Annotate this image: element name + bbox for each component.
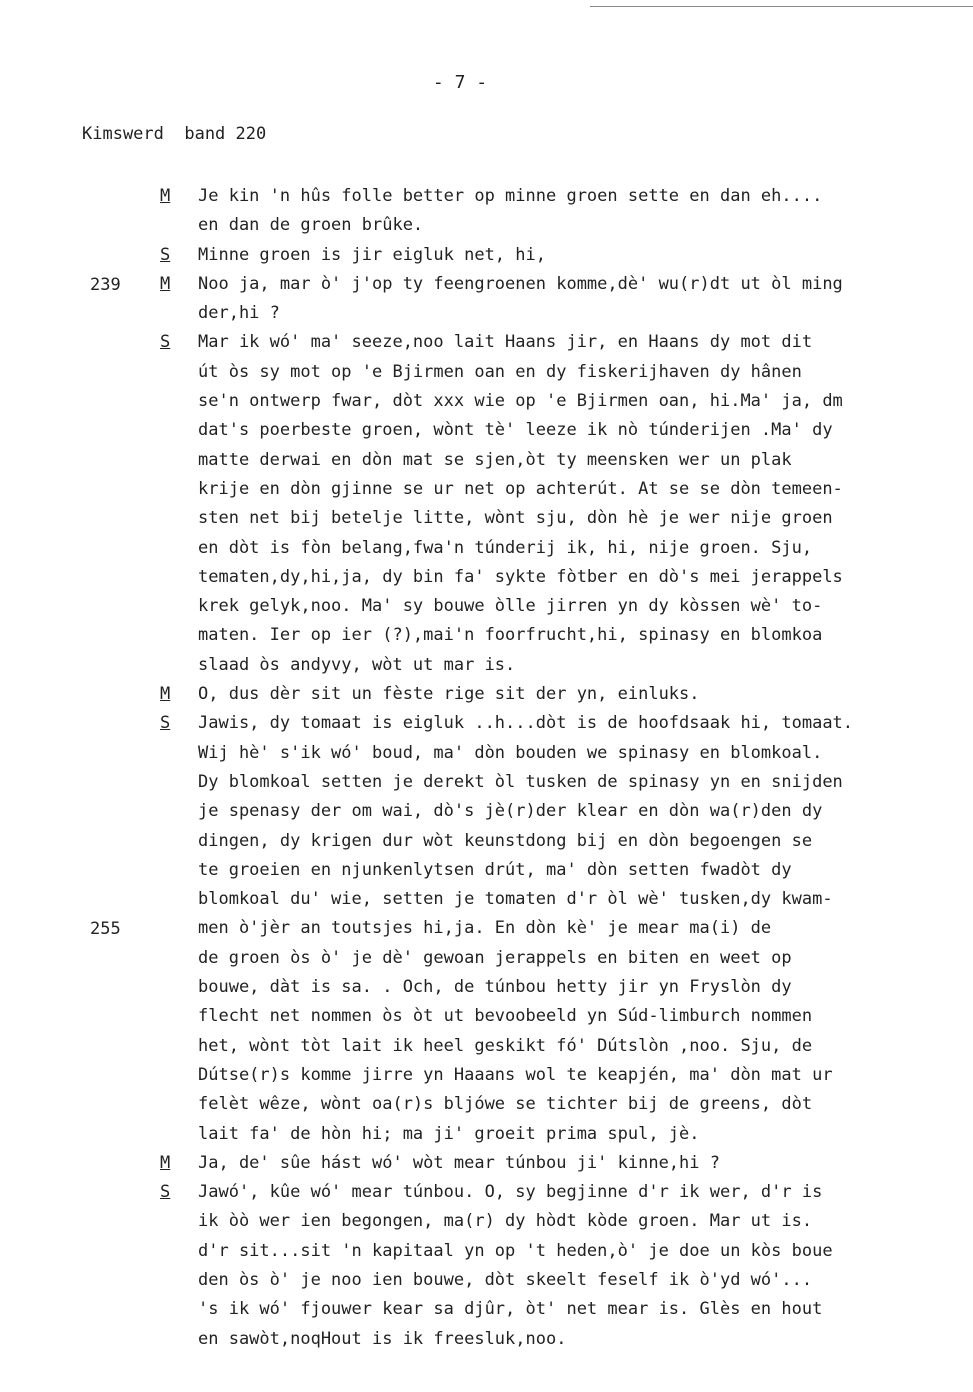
line-text: felèt wêze, wònt oa(r)s bljówe se tichter bij de greens, dòt: [198, 1094, 813, 1115]
line-text: je spenasy der om wai, dò's jè(r)der klear en dòn wa(r)den dy: [198, 801, 823, 822]
transcript-line: [0, 768, 973, 797]
transcript-line: [0, 1207, 973, 1236]
line-text: tematen,dy,hi,ja, dy bin fa' sykte fòtber en dò's mei jerappels: [198, 566, 843, 587]
transcript-line: [0, 914, 973, 943]
line-text: ik òò wer ien begongen, ma(r) dy hòdt kòde groen. Mar ut is.: [198, 1211, 813, 1232]
transcript-line: [0, 739, 973, 768]
transcript-line: [0, 358, 973, 387]
speaker-label: M: [160, 186, 171, 206]
line-text: maten. Ier op ier (?),mai'n foorfrucht,hi, spinasy en blomkoa: [198, 625, 823, 646]
line-text: Dy blomkoal setten je derekt òl tusken de spinasy yn en snijden: [198, 771, 843, 792]
line-text: Jawó', kûe wó' mear túnbou. O, sy begjinne d'r ik wer, d'r is: [198, 1182, 823, 1203]
transcript-line: [0, 475, 973, 504]
transcript-line: [0, 1237, 973, 1266]
line-text: en dan de groen brûke.: [198, 215, 424, 236]
transcript-line: [0, 1266, 973, 1295]
transcript-line: [0, 797, 973, 826]
line-text: lait fa' de hòn hi; ma ji' groeit prima spul, jè.: [198, 1123, 700, 1144]
speaker-label: M: [160, 273, 171, 294]
transcript-line: [0, 446, 973, 475]
line-text: den òs ò' je noo ien bouwe, dòt skeelt feself ik ò'yd wó'...: [198, 1269, 813, 1290]
line-text: en dòt is fòn belang,fwa'n túnderij ik, hi, nije groen. Sju,: [198, 537, 813, 558]
line-text: 's ik wó' fjouwer kear sa djûr, òt' net mear is. Glès en hout: [198, 1299, 823, 1320]
line-text: men ò'jèr an toutsjes hi,ja. En dòn kè' je mear ma(i) de: [198, 918, 772, 939]
transcript-line: [0, 651, 973, 680]
speaker-label: M: [160, 1152, 171, 1173]
line-text: Mar ik wó' ma' seeze,noo lait Haans jir, en Haans dy mot dit: [198, 332, 813, 353]
line-text: krek gelyk,noo. Ma' sy bouwe òlle jirren yn dy kòssen wè' to-: [198, 596, 823, 617]
line-text: Dútse(r)s komme jirre yn Haaans wol te keapjén, ma' dòn mat ur: [198, 1064, 833, 1085]
transcript-line: [0, 1178, 973, 1207]
transcript: [0, 182, 973, 1354]
transcript-line: [0, 1149, 973, 1178]
transcript-line: [0, 1032, 973, 1061]
line-text: sten net bij betelje litte, wònt sju, dòn hè je wer nije groen: [198, 508, 833, 529]
line-number: 255: [90, 919, 121, 940]
transcript-line: [0, 827, 973, 856]
transcript-line: [0, 1325, 973, 1354]
line-text: bouwe, dàt is sa. . Och, de túnbou hetty jir yn Fryslòn dy: [198, 977, 792, 998]
transcript-line: [0, 856, 973, 885]
speaker-label: S: [160, 1182, 171, 1203]
transcript-line: [0, 621, 973, 650]
transcript-line: [0, 885, 973, 914]
transcript-line: [0, 270, 973, 299]
transcript-line: [0, 563, 973, 592]
speaker-label: M: [160, 684, 171, 705]
line-text: Jawis, dy tomaat is eigluk ..h...dòt is de hoofdsaak hi, tomaat.: [198, 713, 854, 734]
line-text: Wij hè' s'ik wó' boud, ma' dòn bouden we spinasy en blomkoal.: [198, 742, 823, 763]
line-text: de groen òs ò' je dè' gewoan jerappels en biten en weet op: [198, 947, 792, 968]
transcript-line: [0, 241, 973, 270]
transcript-line: [0, 680, 973, 709]
transcript-line: [0, 1002, 973, 1031]
line-text: d'r sit...sit 'n kapitaal yn op 't heden,ò' je doe un kòs boue: [198, 1240, 833, 1261]
transcript-line: [0, 504, 973, 533]
transcript-line: [0, 709, 973, 738]
line-text: matte derwai en dòn mat se sjen,òt ty meensken wer un plak: [198, 449, 792, 470]
transcript-line: [0, 1295, 973, 1324]
line-text: slaad òs andyvy, wòt ut mar is.: [198, 654, 516, 675]
transcript-line: [0, 1061, 973, 1090]
line-text: Ja, de' sûe hást wó' wòt mear túnbou ji' kinne,hi ?: [198, 1152, 720, 1173]
transcript-line: [0, 299, 973, 328]
transcript-line: [0, 211, 973, 240]
document-header: Kimswerd band 220: [82, 124, 267, 144]
line-text: en sawòt,noqHout is ik freesluk,noo.: [198, 1328, 567, 1349]
transcript-line: [0, 1120, 973, 1149]
transcript-line: [0, 534, 973, 563]
speaker-label: S: [160, 244, 171, 265]
line-text: blomkoal du' wie, setten je tomaten d'r òl wè' tusken,dy kwam-: [198, 889, 833, 910]
speaker-label: S: [160, 713, 171, 734]
transcript-line: [0, 944, 973, 973]
transcript-line: [0, 592, 973, 621]
line-text: út òs sy mot op 'e Bjirmen oan en dy fiskerijhaven dy hânen: [198, 361, 802, 382]
transcript-line: [0, 1090, 973, 1119]
page-number: - 7 -: [432, 72, 488, 93]
line-text: dingen, dy krigen dur wòt keunstdong bij en dòn begoengen se: [198, 830, 813, 851]
transcript-line: [0, 182, 973, 211]
line-text: Je kin 'n hûs folle better op minne groen sette en dan eh....: [198, 186, 823, 206]
line-text: het, wònt tòt lait ik heel geskikt fó' Dútslòn ,noo. Sju, de: [198, 1035, 813, 1056]
transcript-line: [0, 416, 973, 445]
transcript-line: [0, 973, 973, 1002]
line-text: Minne groen is jir eigluk net, hi,: [198, 244, 546, 265]
line-number: 239: [90, 274, 121, 295]
line-text: dat's poerbeste groen, wònt tè' leeze ik nò túnderijen .Ma' dy: [198, 420, 833, 441]
line-text: der,hi ?: [198, 303, 280, 324]
transcript-line: [0, 387, 973, 416]
speaker-label: S: [160, 332, 171, 353]
line-text: te groeien en njunkenlytsen drút, ma' dòn setten fwadòt dy: [198, 859, 792, 880]
line-text: flecht net nommen òs òt ut bevoobeeld yn Súd-limburch nommen: [198, 1006, 813, 1027]
transcript-line: [0, 328, 973, 357]
line-text: krije en dòn gjinne se ur net op achterút. At se se dòn temeen-: [198, 478, 843, 499]
line-text: se'n ontwerp fwar, dòt xxx wie op 'e Bjirmen oan, hi.Ma' ja, dm: [198, 391, 843, 412]
top-rule: [590, 6, 973, 7]
line-text: Noo ja, mar ò' j'op ty feengroenen komme,dè' wu(r)dt ut òl ming: [198, 273, 843, 294]
line-text: O, dus dèr sit un fèste rige sit der yn, einluks.: [198, 684, 700, 705]
